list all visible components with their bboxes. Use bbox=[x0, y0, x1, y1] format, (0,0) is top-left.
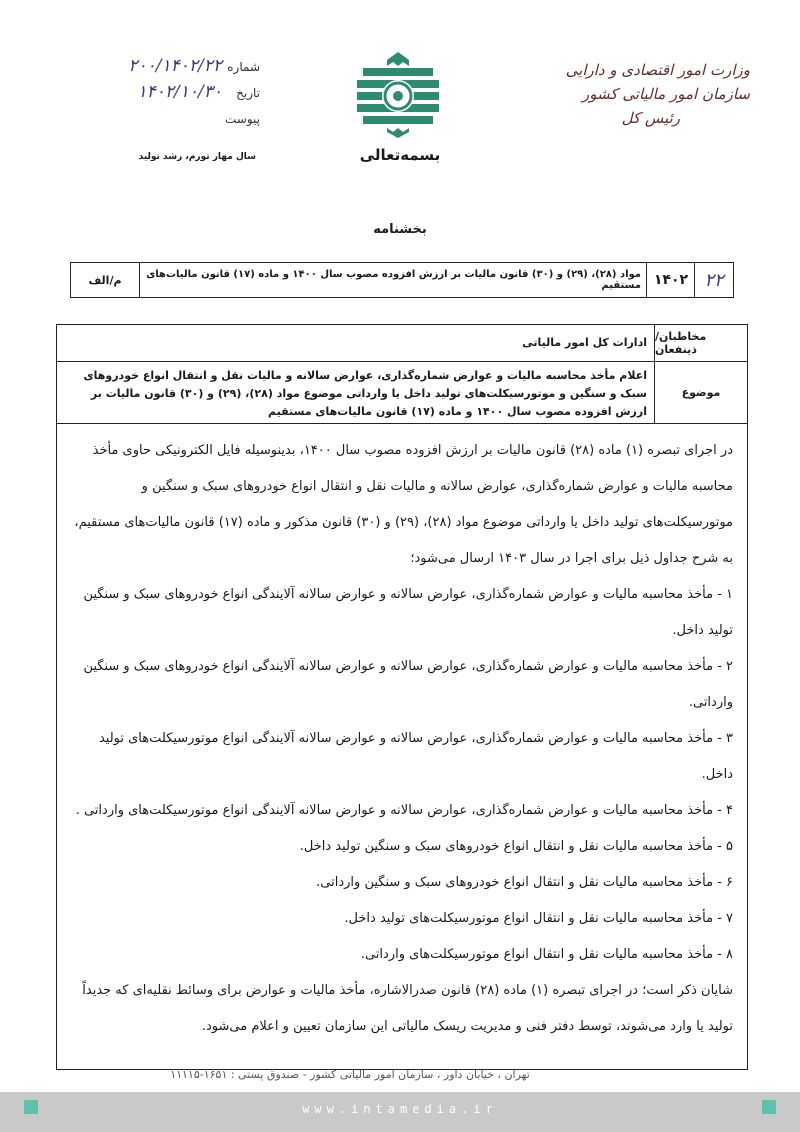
bismillah: بسمه‌تعالی bbox=[359, 146, 441, 164]
reference-code: م/الف bbox=[88, 273, 122, 287]
addressees-value: ادارات کل امور مالیاتی bbox=[522, 336, 647, 349]
date-row bbox=[60, 82, 260, 108]
list-item: ۸ - مأخذ محاسبه مالیات نقل و انتقال انواع موتورسیکلت‌های وارداتی. bbox=[360, 947, 733, 962]
list-item: ۲ - مأخذ محاسبه مالیات و عوارض شماره‌گذاری، عوارض سالانه و عوارض سالانه آلایندگی انواع خودروهای سبک و سنگین وارداتی. bbox=[83, 659, 733, 710]
reference-title: مواد (۲۸)، (۲۹) و (۳۰) قانون مالیات بر ارزش افزوده مصوب سال ۱۴۰۰ و ماده (۱۷) قانون مالیات‌های مستقیم bbox=[139, 263, 647, 297]
addressees-label: مخاطبان/ذینفعان bbox=[654, 325, 747, 361]
number-row bbox=[60, 56, 260, 82]
attachment-label: پیوست bbox=[225, 112, 260, 126]
list-item: ۵ - مأخذ محاسبه مالیات نقل و انتقال انواع خودروهای سبک و سنگین تولید داخل. bbox=[299, 839, 733, 854]
decorative-square-icon bbox=[762, 1100, 776, 1114]
decorative-square-icon bbox=[24, 1100, 38, 1114]
website-url: www.intamedia.ir bbox=[302, 1102, 498, 1116]
reference-box bbox=[70, 262, 734, 298]
ministry-name: وزارت امور اقتصادی و دارایی bbox=[565, 61, 750, 79]
reference-year: ۱۴۰۲ bbox=[646, 263, 695, 297]
subject-label: موضوع bbox=[654, 361, 747, 423]
intro-paragraph: در اجرای تبصره (۱) ماده (۲۸) قانون مالیات بر ارزش افزوده مصوب سال ۱۴۰۰، بدینوسیله فایل الکترونیکی حاوی مأخذ محاسبه مالیات و عوارض شماره‌گذاری، عوارض سالانه و مالیات نقل و انتقال انواع خودروهای سبک و سنگین و موتورسیکلت‌های تولید داخل یا وارداتی موضوع مواد (۲۸)، (۲۹) و (۳۰) قانون مذکور و ماده (۱۷) قانون مالیات‌های مستقیم، به شرح جداول ذیل برای اجرا در سال ۱۴۰۳ ارسال می‌شود؛ bbox=[74, 443, 733, 566]
list-item: ۳ - مأخذ محاسبه مالیات و عوارض شماره‌گذاری، عوارض سالانه و عوارض سالانه آلایندگی انواع موتورسیکلت‌های تولید داخل. bbox=[98, 731, 733, 782]
addressees-row bbox=[57, 325, 747, 362]
subject-value: اعلام مأخذ محاسبه مالیات و عوارض شماره‌گذاری، عوارض سالانه و مالیات نقل و انتقال انواع خودروهای سبک و سنگین و موتورسیکلت‌های تولید داخل یا وارداتی موضوع مواد (۲۸)، (۲۹) و (۳۰) قانون مالیات بر ارزش افزوده مصوب سال ۱۴۰۰ و ماده (۱۷) قانون مالیات‌های مستقیم bbox=[83, 369, 647, 418]
date-label: تاریخ bbox=[236, 86, 260, 100]
chief-title: رئیس کل bbox=[621, 109, 680, 127]
list-item: ۶ - مأخذ محاسبه مالیات نقل و انتقال انواع خودروهای سبک و سنگین وارداتی. bbox=[316, 875, 733, 890]
subject-row bbox=[57, 361, 747, 424]
circular-body-box bbox=[56, 324, 748, 1070]
body-text bbox=[57, 423, 747, 1045]
number-label: شماره bbox=[227, 60, 260, 74]
postal-address: تهران ، خیابان داور ، سازمان امور مالیاتی کشور - صندوق پستی : ۱۶۵۱-۱۱۱۱۵ bbox=[170, 1068, 530, 1081]
circular-title: بخشنامه bbox=[373, 222, 427, 237]
ministry-header bbox=[530, 58, 750, 130]
letter-meta bbox=[60, 56, 260, 134]
year-slogan: سال مهار تورم، رشد تولید bbox=[138, 152, 256, 162]
list-item: ۱ - مأخذ محاسبه مالیات و عوارض شماره‌گذاری، عوارض سالانه و عوارض سالانه آلایندگی انواع خودروهای سبک و سنگین تولید داخل. bbox=[83, 587, 733, 638]
list-item: ۷ - مأخذ محاسبه مالیات نقل و انتقال انواع موتورسیکلت‌های تولید داخل. bbox=[344, 911, 733, 926]
list-item: ۴ - مأخذ محاسبه مالیات و عوارض شماره‌گذاری، عوارض سالانه و عوارض سالانه آلایندگی انواع موتورسیکلت‌های وارداتی . bbox=[75, 803, 733, 818]
number-value: ۲۰۰/۱۴۰۲/۲۲ bbox=[128, 56, 222, 76]
attachment-row bbox=[60, 108, 260, 134]
date-value: ۱۴۰۲/۱۰/۳۰ bbox=[137, 82, 222, 102]
tax-organization-logo-icon bbox=[357, 52, 439, 138]
reference-number: ۲۲ bbox=[694, 263, 733, 297]
note-paragraph: شایان ذکر است؛ در اجرای تبصره (۱) ماده (۲۸) قانون صدرالاشاره، مأخذ مالیات و عوارض برای وسائط نقلیه‌ای که جدیداً تولید یا وارد می‌شوند، توسط دفتر فنی و مدیریت ریسک مالیاتی این سازمان تعیین و اعلام می‌شود. bbox=[82, 983, 733, 1034]
organization-name: سازمان امور مالیاتی کشور bbox=[582, 85, 750, 103]
